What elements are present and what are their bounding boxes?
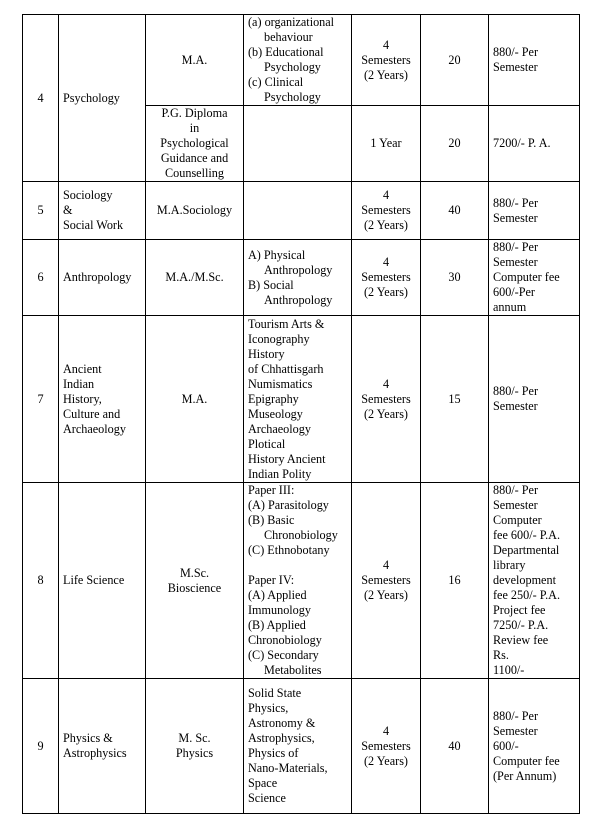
spec-line: Science — [248, 791, 286, 805]
duration-line: Semesters — [361, 573, 411, 587]
fee-line: Semester — [493, 723, 538, 738]
fee-line: Semester — [493, 399, 538, 413]
course-line: M.Sc. — [179, 565, 210, 580]
fee-cell — [489, 15, 580, 106]
subject-line: Physics & — [63, 731, 113, 745]
serial-number: 5 — [23, 182, 59, 240]
fee-line: Project fee — [493, 603, 546, 617]
spec-line: Physics of — [248, 746, 299, 760]
table-row-7 — [23, 316, 580, 483]
fee-line: 880/- Per — [493, 708, 539, 723]
duration-cell — [352, 240, 421, 316]
serial-number: 9 — [23, 679, 59, 814]
specialization-cell — [244, 240, 352, 316]
subject-line: Social Work — [63, 218, 124, 232]
fee-line: Semester — [493, 498, 538, 512]
fee-cell — [489, 316, 580, 483]
spec-line: Solid State — [248, 686, 302, 700]
duration-cell — [352, 679, 421, 814]
course-line: in — [189, 121, 200, 135]
subject-line: Ancient — [63, 361, 102, 376]
duration-cell: 1 Year — [352, 106, 421, 182]
spec-line: (C) Ethnobotany — [248, 543, 330, 557]
subject-line: Indian — [63, 376, 95, 391]
fee-line: Computer fee — [493, 270, 560, 284]
fee-line: fee 250/- P.A. — [493, 588, 561, 602]
spec-line: Tourism Arts & — [248, 316, 325, 331]
duration-line: (2 Years) — [363, 406, 408, 421]
course-cell: M.A. — [146, 15, 244, 106]
fee-line: 880/- Per — [493, 384, 539, 398]
fee-line: 1100/- — [493, 663, 525, 677]
paper-heading: Paper III: — [248, 483, 295, 497]
course-cell: M.A. — [146, 316, 244, 483]
spec-line: History Ancient — [248, 451, 326, 466]
seats-cell: 40 — [421, 679, 489, 814]
spec-line: A) Physical — [248, 247, 306, 262]
spec-line: Psychology — [264, 90, 321, 104]
seats-cell: 15 — [421, 316, 489, 483]
duration-line: 4 — [382, 723, 390, 738]
seats-cell: 20 — [421, 15, 489, 106]
fee-line: 880/- Per — [493, 195, 539, 210]
seats-cell: 30 — [421, 240, 489, 316]
spec-line: Epigraphy — [248, 391, 299, 406]
table-row-4 — [23, 15, 580, 106]
fee-line: (Per Annum) — [493, 768, 557, 783]
table-row-5 — [23, 182, 580, 240]
fee-line: 880/- Per — [493, 483, 539, 497]
spec-line: (A) Applied — [248, 588, 307, 602]
subject-line: & — [63, 203, 73, 217]
table-row-6 — [23, 240, 580, 316]
fee-line: Review fee — [493, 633, 549, 647]
duration-cell — [352, 483, 421, 679]
spec-line: Astrophysics, — [248, 731, 315, 745]
spec-line: Chronobiology — [248, 633, 322, 647]
spec-line: Metabolites — [264, 663, 322, 677]
fee-line: Departmental — [493, 543, 560, 557]
fee-line: 600/-Per — [493, 285, 535, 299]
course-line: M. Sc. — [178, 731, 211, 745]
serial-number: 8 — [23, 483, 59, 679]
spec-line: Plotical — [248, 436, 286, 451]
fee-line: 7250/- P.A. — [493, 618, 549, 632]
spec-line: Astronomy & — [248, 716, 316, 730]
spec-line: (C) Secondary — [248, 648, 319, 662]
duration-line: 4 — [382, 37, 390, 52]
duration-line: Semesters — [361, 270, 411, 284]
spec-line: Nano-Materials, — [248, 761, 328, 775]
fee-line: 880/- Per — [493, 45, 539, 59]
table-row-8 — [23, 483, 580, 679]
serial-number: 6 — [23, 240, 59, 316]
fee-line: Rs. — [493, 648, 509, 662]
spec-line: Space — [248, 776, 278, 790]
duration-cell — [352, 316, 421, 483]
specialization-cell-empty — [244, 182, 352, 240]
fee-line: Computer — [493, 513, 542, 527]
serial-number: 7 — [23, 316, 59, 483]
spec-line: (B) Basic — [248, 513, 295, 527]
subject-line: History, — [63, 391, 102, 406]
spec-line: (c) Clinical — [248, 75, 304, 89]
subject-line: Sociology — [63, 188, 113, 202]
duration-line: (2 Years) — [363, 753, 408, 768]
course-cell: M.A.Sociology — [146, 182, 244, 240]
duration-line: Semesters — [361, 52, 411, 67]
duration-line: 4 — [382, 255, 390, 269]
fee-line: development — [493, 573, 556, 587]
spec-line: (a) organizational — [248, 15, 335, 29]
duration-line: (2 Years) — [363, 588, 408, 602]
spec-line: Chronobiology — [264, 528, 338, 542]
specialization-cell — [244, 679, 352, 814]
duration-line: (2 Years) — [363, 285, 408, 299]
duration-line: 4 — [382, 376, 390, 391]
spec-line: (A) Parasitology — [248, 498, 329, 512]
spec-line: Immunology — [248, 603, 311, 617]
course-cell: M.A./M.Sc. — [146, 240, 244, 316]
paper-heading: Paper IV: — [248, 573, 295, 587]
fee-cell — [489, 483, 580, 679]
course-cell — [146, 679, 244, 814]
course-line: P.G. Diploma — [161, 106, 228, 120]
specialization-cell — [244, 316, 352, 483]
spec-line: of Chhattisgarh — [248, 361, 324, 376]
duration-cell — [352, 182, 421, 240]
fee-cell — [489, 679, 580, 814]
table-row-9 — [23, 679, 580, 814]
fee-cell — [489, 240, 580, 316]
duration-line: Semesters — [361, 738, 411, 753]
spec-line: Physics, — [248, 701, 289, 715]
spec-line: Anthropology — [264, 292, 333, 307]
specialization-cell-empty — [244, 106, 352, 182]
spec-line: (B) Applied — [248, 618, 306, 632]
course-line: Bioscience — [167, 580, 222, 595]
spec-line: History — [248, 346, 285, 361]
fee-line: Semester — [493, 210, 538, 225]
duration-line: 4 — [382, 188, 390, 202]
spec-line: Psychology — [264, 60, 321, 74]
seats-cell: 16 — [421, 483, 489, 679]
fee-line: Semester — [493, 255, 538, 269]
spacer — [248, 558, 347, 573]
subject-line: Culture and — [63, 406, 121, 421]
spec-line: Iconography — [248, 331, 310, 346]
spec-line: (b) Educational — [248, 45, 324, 59]
specialization-cell — [244, 483, 352, 679]
subject-cell — [59, 679, 146, 814]
fee-cell: 7200/- P. A. — [489, 106, 580, 182]
subject-cell: Anthropology — [59, 240, 146, 316]
fee-cell — [489, 182, 580, 240]
subject-line: Astrophysics — [63, 746, 127, 760]
spec-line: Anthropology — [264, 262, 333, 277]
duration-line: (2 Years) — [363, 218, 408, 232]
course-line: Physics — [175, 746, 214, 760]
course-line: Guidance and — [160, 151, 229, 165]
course-cell — [146, 483, 244, 679]
course-line: Counselling — [165, 166, 224, 180]
spec-line: Numismatics — [248, 376, 313, 391]
course-cell — [146, 106, 244, 182]
fee-line: library — [493, 558, 526, 572]
subject-cell: Psychology — [59, 15, 146, 182]
subject-line: Archaeology — [63, 421, 126, 436]
fee-line: 600/- — [493, 738, 519, 753]
spec-line: B) Social — [248, 277, 294, 292]
spec-line: behaviour — [264, 30, 313, 44]
subject-cell — [59, 182, 146, 240]
fee-line: Semester — [493, 60, 538, 74]
courses-table — [22, 14, 580, 814]
fee-line: Computer fee — [493, 753, 560, 768]
duration-line: Semesters — [361, 391, 411, 406]
spec-line: Archaeology — [248, 421, 311, 436]
serial-number: 4 — [23, 15, 59, 182]
spec-line: Indian Polity — [248, 466, 312, 481]
fee-line: 880/- Per — [493, 240, 539, 254]
fee-line: fee 600/- P.A. — [493, 528, 561, 542]
specialization-cell — [244, 15, 352, 106]
seats-cell: 20 — [421, 106, 489, 182]
seats-cell: 40 — [421, 182, 489, 240]
course-line: Psychological — [160, 136, 229, 150]
subject-cell: Life Science — [59, 483, 146, 679]
duration-line: 4 — [382, 558, 390, 572]
spec-line: Museology — [248, 406, 303, 421]
fee-line: annum — [493, 300, 527, 314]
duration-line: Semesters — [361, 203, 411, 217]
subject-cell — [59, 316, 146, 483]
duration-cell — [352, 15, 421, 106]
duration-line: (2 Years) — [363, 67, 408, 82]
